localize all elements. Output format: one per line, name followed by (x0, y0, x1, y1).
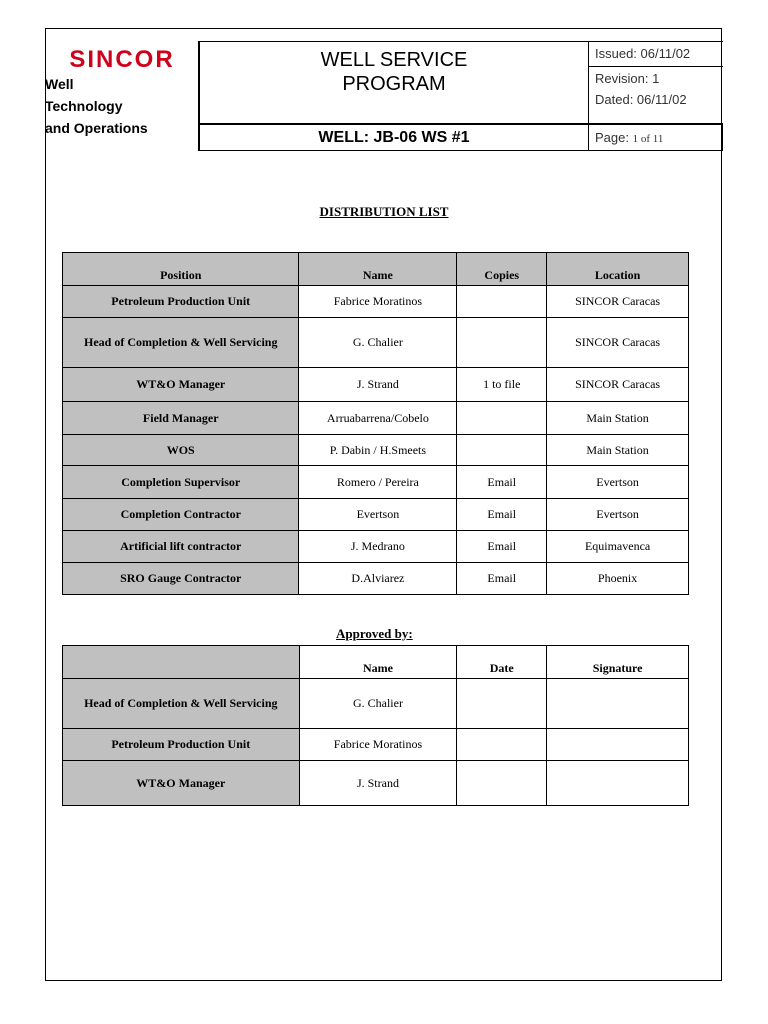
department-line-3: and Operations (45, 120, 148, 136)
name-cell: Fabrice Moratinos (299, 286, 457, 318)
page-number (595, 130, 663, 145)
position-cell: Field Manager (63, 402, 299, 435)
table-row (63, 402, 689, 435)
location-cell: Main Station (547, 435, 689, 466)
position-cell: WOS (63, 435, 299, 466)
issued-date: Issued: 06/11/02 (595, 46, 691, 61)
approval-header-row (63, 646, 689, 679)
date-cell (457, 679, 547, 729)
copies-cell: Email (457, 531, 547, 563)
table-row (63, 531, 689, 563)
col-signature: Signature (547, 646, 689, 679)
name-cell: G. Chalier (299, 679, 457, 729)
location-cell: Main Station (547, 402, 689, 435)
table-row (63, 286, 689, 318)
position-cell: Completion Contractor (63, 499, 299, 531)
name-cell: J. Strand (299, 368, 457, 402)
position-cell: Completion Supervisor (63, 466, 299, 499)
position-cell: WT&O Manager (63, 368, 299, 402)
table-row (63, 368, 689, 402)
table-row (63, 761, 689, 806)
location-cell: Evertson (547, 499, 689, 531)
name-cell: J. Medrano (299, 531, 457, 563)
table-row (63, 318, 689, 368)
title-line-2: PROGRAM (342, 73, 446, 95)
distribution-table (62, 252, 689, 595)
table-row (63, 466, 689, 499)
dated-date: Dated: 06/11/02 (595, 92, 687, 107)
logo-cell (45, 41, 200, 151)
location-cell: Equimavenca (547, 531, 689, 563)
approved-by-title: Approved by: (336, 626, 413, 641)
date-cell (457, 761, 547, 806)
position-cell: Head of Completion & Well Servicing (63, 679, 300, 729)
document-title (200, 48, 588, 96)
position-cell: Petroleum Production Unit (63, 286, 299, 318)
revision-info (588, 41, 723, 123)
col-position: Position (63, 253, 299, 286)
info-divider (589, 66, 723, 67)
name-cell: Evertson (299, 499, 457, 531)
copies-cell (457, 435, 547, 466)
page-number-cell (588, 123, 723, 151)
department-line-1: Well (45, 76, 74, 92)
copies-cell: Email (457, 466, 547, 499)
table-row (63, 729, 689, 761)
col-name: Name (299, 646, 457, 679)
name-cell: G. Chalier (299, 318, 457, 368)
well-cell (200, 123, 588, 151)
signature-cell (547, 729, 689, 761)
department-line-2: Technology (45, 98, 123, 114)
copies-cell (457, 286, 547, 318)
col-name: Name (299, 253, 457, 286)
document-header (45, 41, 723, 151)
page-value: 1 of 11 (632, 133, 664, 145)
distribution-list-title: DISTRIBUTION LIST (319, 204, 449, 219)
position-cell: SRO Gauge Contractor (63, 563, 299, 595)
position-cell: Head of Completion & Well Servicing (63, 318, 299, 368)
location-cell: SINCOR Caracas (547, 318, 689, 368)
copies-cell (457, 318, 547, 368)
logo-text: SINCOR (69, 49, 175, 69)
col-position (63, 646, 300, 679)
name-cell: J. Strand (299, 761, 457, 806)
position-cell: Artificial lift contractor (63, 531, 299, 563)
table-row (63, 435, 689, 466)
name-cell: Arruabarrena/Cobelo (299, 402, 457, 435)
name-cell: Romero / Pereira (299, 466, 457, 499)
copies-cell: Email (457, 499, 547, 531)
sincor-logo (55, 49, 189, 69)
signature-cell (547, 679, 689, 729)
name-cell: D.Alviarez (299, 563, 457, 595)
position-cell: Petroleum Production Unit (63, 729, 300, 761)
table-row (63, 499, 689, 531)
location-cell: Phoenix (547, 563, 689, 595)
name-cell: Fabrice Moratinos (299, 729, 457, 761)
revision-number: Revision: 1 (595, 71, 660, 86)
location-cell: SINCOR Caracas (547, 286, 689, 318)
col-copies: Copies (457, 253, 547, 286)
location-cell: Evertson (547, 466, 689, 499)
name-cell: P. Dabin / H.Smeets (299, 435, 457, 466)
approval-table (62, 645, 689, 806)
table-row (63, 679, 689, 729)
distribution-header-row (63, 253, 689, 286)
signature-cell (547, 761, 689, 806)
date-cell (457, 729, 547, 761)
copies-cell (457, 402, 547, 435)
col-date: Date (457, 646, 547, 679)
table-row (63, 563, 689, 595)
department-name (45, 73, 200, 139)
page-prefix: Page: (595, 130, 633, 145)
position-cell: WT&O Manager (63, 761, 300, 806)
title-line-1: WELL SERVICE (320, 49, 468, 71)
well-id: WELL: JB-06 WS #1 (318, 129, 470, 146)
copies-cell: 1 to file (457, 368, 547, 402)
location-cell: SINCOR Caracas (547, 368, 689, 402)
copies-cell: Email (457, 563, 547, 595)
col-location: Location (547, 253, 689, 286)
title-cell (200, 41, 588, 123)
